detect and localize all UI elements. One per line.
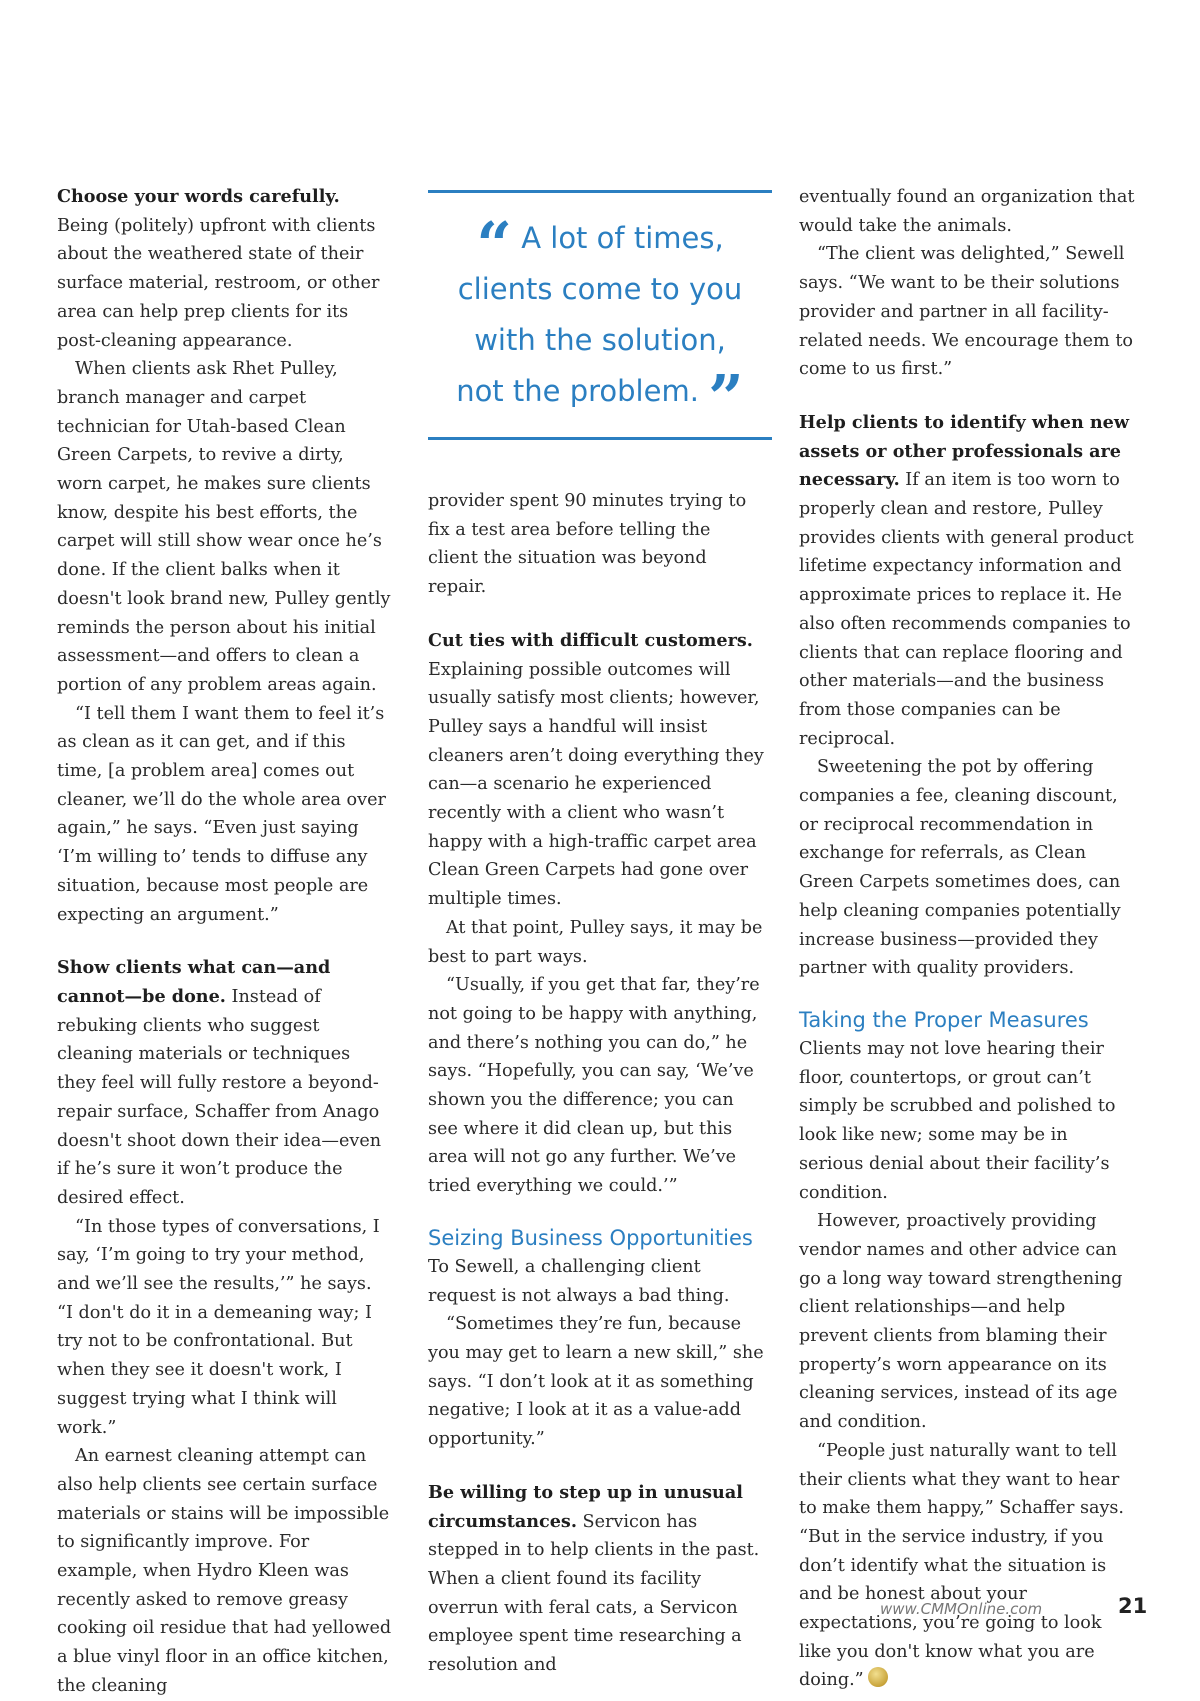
paragraph: Show clients what can—and cannot—be done. Instead of rebuking clients who suggest cleaning materials or techniques they feel will fully restore a beyond-repair surface, Schaffer from Anago doesn't shoot down their idea—even if he’s sure it won’t produce the desired effect. xyxy=(57,957,382,1208)
paragraph: To Sewell, a challenging client request is not always a bad thing. xyxy=(428,1256,730,1306)
paragraph: Choose your words carefully. Being (politely) upfront with clients about the weathered state of their surface material, restroom, or other area can help prep clients for its post-cleaning appearance. xyxy=(57,186,380,351)
pull-quote xyxy=(428,190,772,440)
end-of-article-icon xyxy=(868,1667,888,1687)
article-column-3 xyxy=(799,183,1135,1695)
paragraph: “I tell them I want them to feel it’s as clean as it can get, and if this time, [a problem area] comes out cleaner, we’ll do the whole area over again,” he says. “Even just saying ‘I’m willing to’ tends to diffuse any situation, because most people are expecting an argument.” xyxy=(57,703,386,925)
pull-quote-line: with the solution, xyxy=(474,323,726,357)
paragraph: Clients may not love hearing their floor, countertops, or grout can’t simply be scrubbed and polished to look like new; some may be in serious denial about their facility’s condition. xyxy=(799,1038,1116,1203)
paragraph: However, proactively providing vendor names and other advice can go a long way toward strengthening client relationships—and help prevent clients from blaming their property’s worn appearance on its cleaning services, instead of its age and condition. xyxy=(799,1211,1123,1433)
paragraph: When clients ask Rhet Pulley, branch manager and carpet technician for Utah-based Clean Green Carpets, to revive a dirty, worn carpet, he makes sure clients know, despite his best efforts, the carpet will still show wear once he’s done. If the client balks when it doesn't look brand new, Pulley gently reminds the person about his initial assessment—and offers to clean a portion of any problem areas again. xyxy=(57,359,391,695)
paragraph-lead-in: Show clients what can—and cannot—be done. xyxy=(57,957,331,1007)
paragraph: At that point, Pulley says, it may be best to part ways. xyxy=(428,917,763,967)
paragraph: Sweetening the pot by offering companies a fee, cleaning discount, or reciprocal recommendation in exchange for referrals, as Clean Green Carpets sometimes does, can help cleaning companies potentially increase business—provided they partner with quality providers. xyxy=(799,757,1121,979)
footer-url: www.CMMOnline.com xyxy=(880,1600,1043,1618)
paragraph-lead-in: Be willing to step up in unusual circumstances. xyxy=(428,1481,743,1532)
paragraph: “Usually, if you get that far, they’re not going to be happy with anything, and there’s nothing you can do,” he says. “Hopefully, you can say, ‘We’ve shown you the difference; you can see where it did clean up, but this area will not go any further. We’ve tried everything we could.’” xyxy=(428,975,760,1197)
article-column-1 xyxy=(57,183,393,1701)
paragraph-lead-in: Choose your words carefully. xyxy=(57,186,340,207)
pull-quote-line: A lot of times, xyxy=(521,221,724,255)
pull-quote-line: not the problem. xyxy=(456,374,699,408)
close-quote-icon: ” xyxy=(708,361,744,434)
paragraph-lead-in: Cut ties with difficult customers. xyxy=(428,629,753,651)
paragraph: An earnest cleaning attempt can also help clients see certain surface materials or stains will be impossible to significantly improve. For example, when Hydro Kleen was recently asked to remove greasy cooking oil residue that had yellowed a blue vinyl floor in an office kitchen, the cleaning xyxy=(57,1446,392,1696)
paragraph: provider spent 90 minutes trying to fix a test area before telling the client the situation was beyond repair. xyxy=(428,491,747,598)
section-heading: Taking the Proper Measures xyxy=(799,1007,1089,1032)
paragraph: “In those types of conversations, I say, ‘I’m going to try your method, and we’ll see the results,’” he says. “I don't do it in a demeaning way; I try not to be confrontational. But when they see it doesn't work, I suggest trying what I think will work.” xyxy=(57,1216,380,1438)
paragraph: “The client was delighted,” Sewell says. “We want to be their solutions provider and partner in all facility-related needs. We encourage them to come to us first.” xyxy=(799,244,1133,380)
pull-quote-line: clients come to you xyxy=(457,272,743,306)
paragraph: Cut ties with difficult customers. Explaining possible outcomes will usually satisfy most clients; however, Pulley says a handful will insist cleaners aren’t doing everything they can—a scenario he experienced recently with a client who wasn’t happy with a high-traffic carpet area Clean Green Carpets had gone over multiple times. xyxy=(428,629,764,910)
page-number: 21 xyxy=(1118,1594,1148,1618)
section-heading: Seizing Business Opportunities xyxy=(428,1225,753,1250)
open-quote-icon: “ xyxy=(476,208,512,281)
paragraph-lead-in: Help clients to identify when new assets or other professionals are necessary. xyxy=(799,411,1130,491)
article-column-2 xyxy=(428,487,764,1680)
paragraph: Help clients to identify when new assets or other professionals are necessary. If an item is too worn to properly clean and restore, Pulley provides clients with general product lifetime expectancy information and approximate prices to replace it. He also often recommends companies to clients that can replace flooring and other materials—and the business from those companies can be reciprocal. xyxy=(799,411,1134,749)
paragraph: Be willing to step up in unusual circumstances. Servicon has stepped in to help clients in the past. When a client found its facility overrun with feral cats, a Servicon employee spent time researching a resolution and xyxy=(428,1481,760,1676)
paragraph: “People just naturally want to tell their clients what they want to hear to make them happy,” Schaffer says. “But in the service industry, if you don’t identify what the situation is and be honest about your expectations, you’re going to look like you don't know what you are doing.” xyxy=(799,1440,1125,1691)
paragraph: “Sometimes they’re fun, because you may get to learn a new skill,” she says. “I don’t look at it as something negative; I look at it as a value-add opportunity.” xyxy=(428,1314,764,1450)
paragraph: eventually found an organization that would take the animals. xyxy=(799,187,1135,236)
